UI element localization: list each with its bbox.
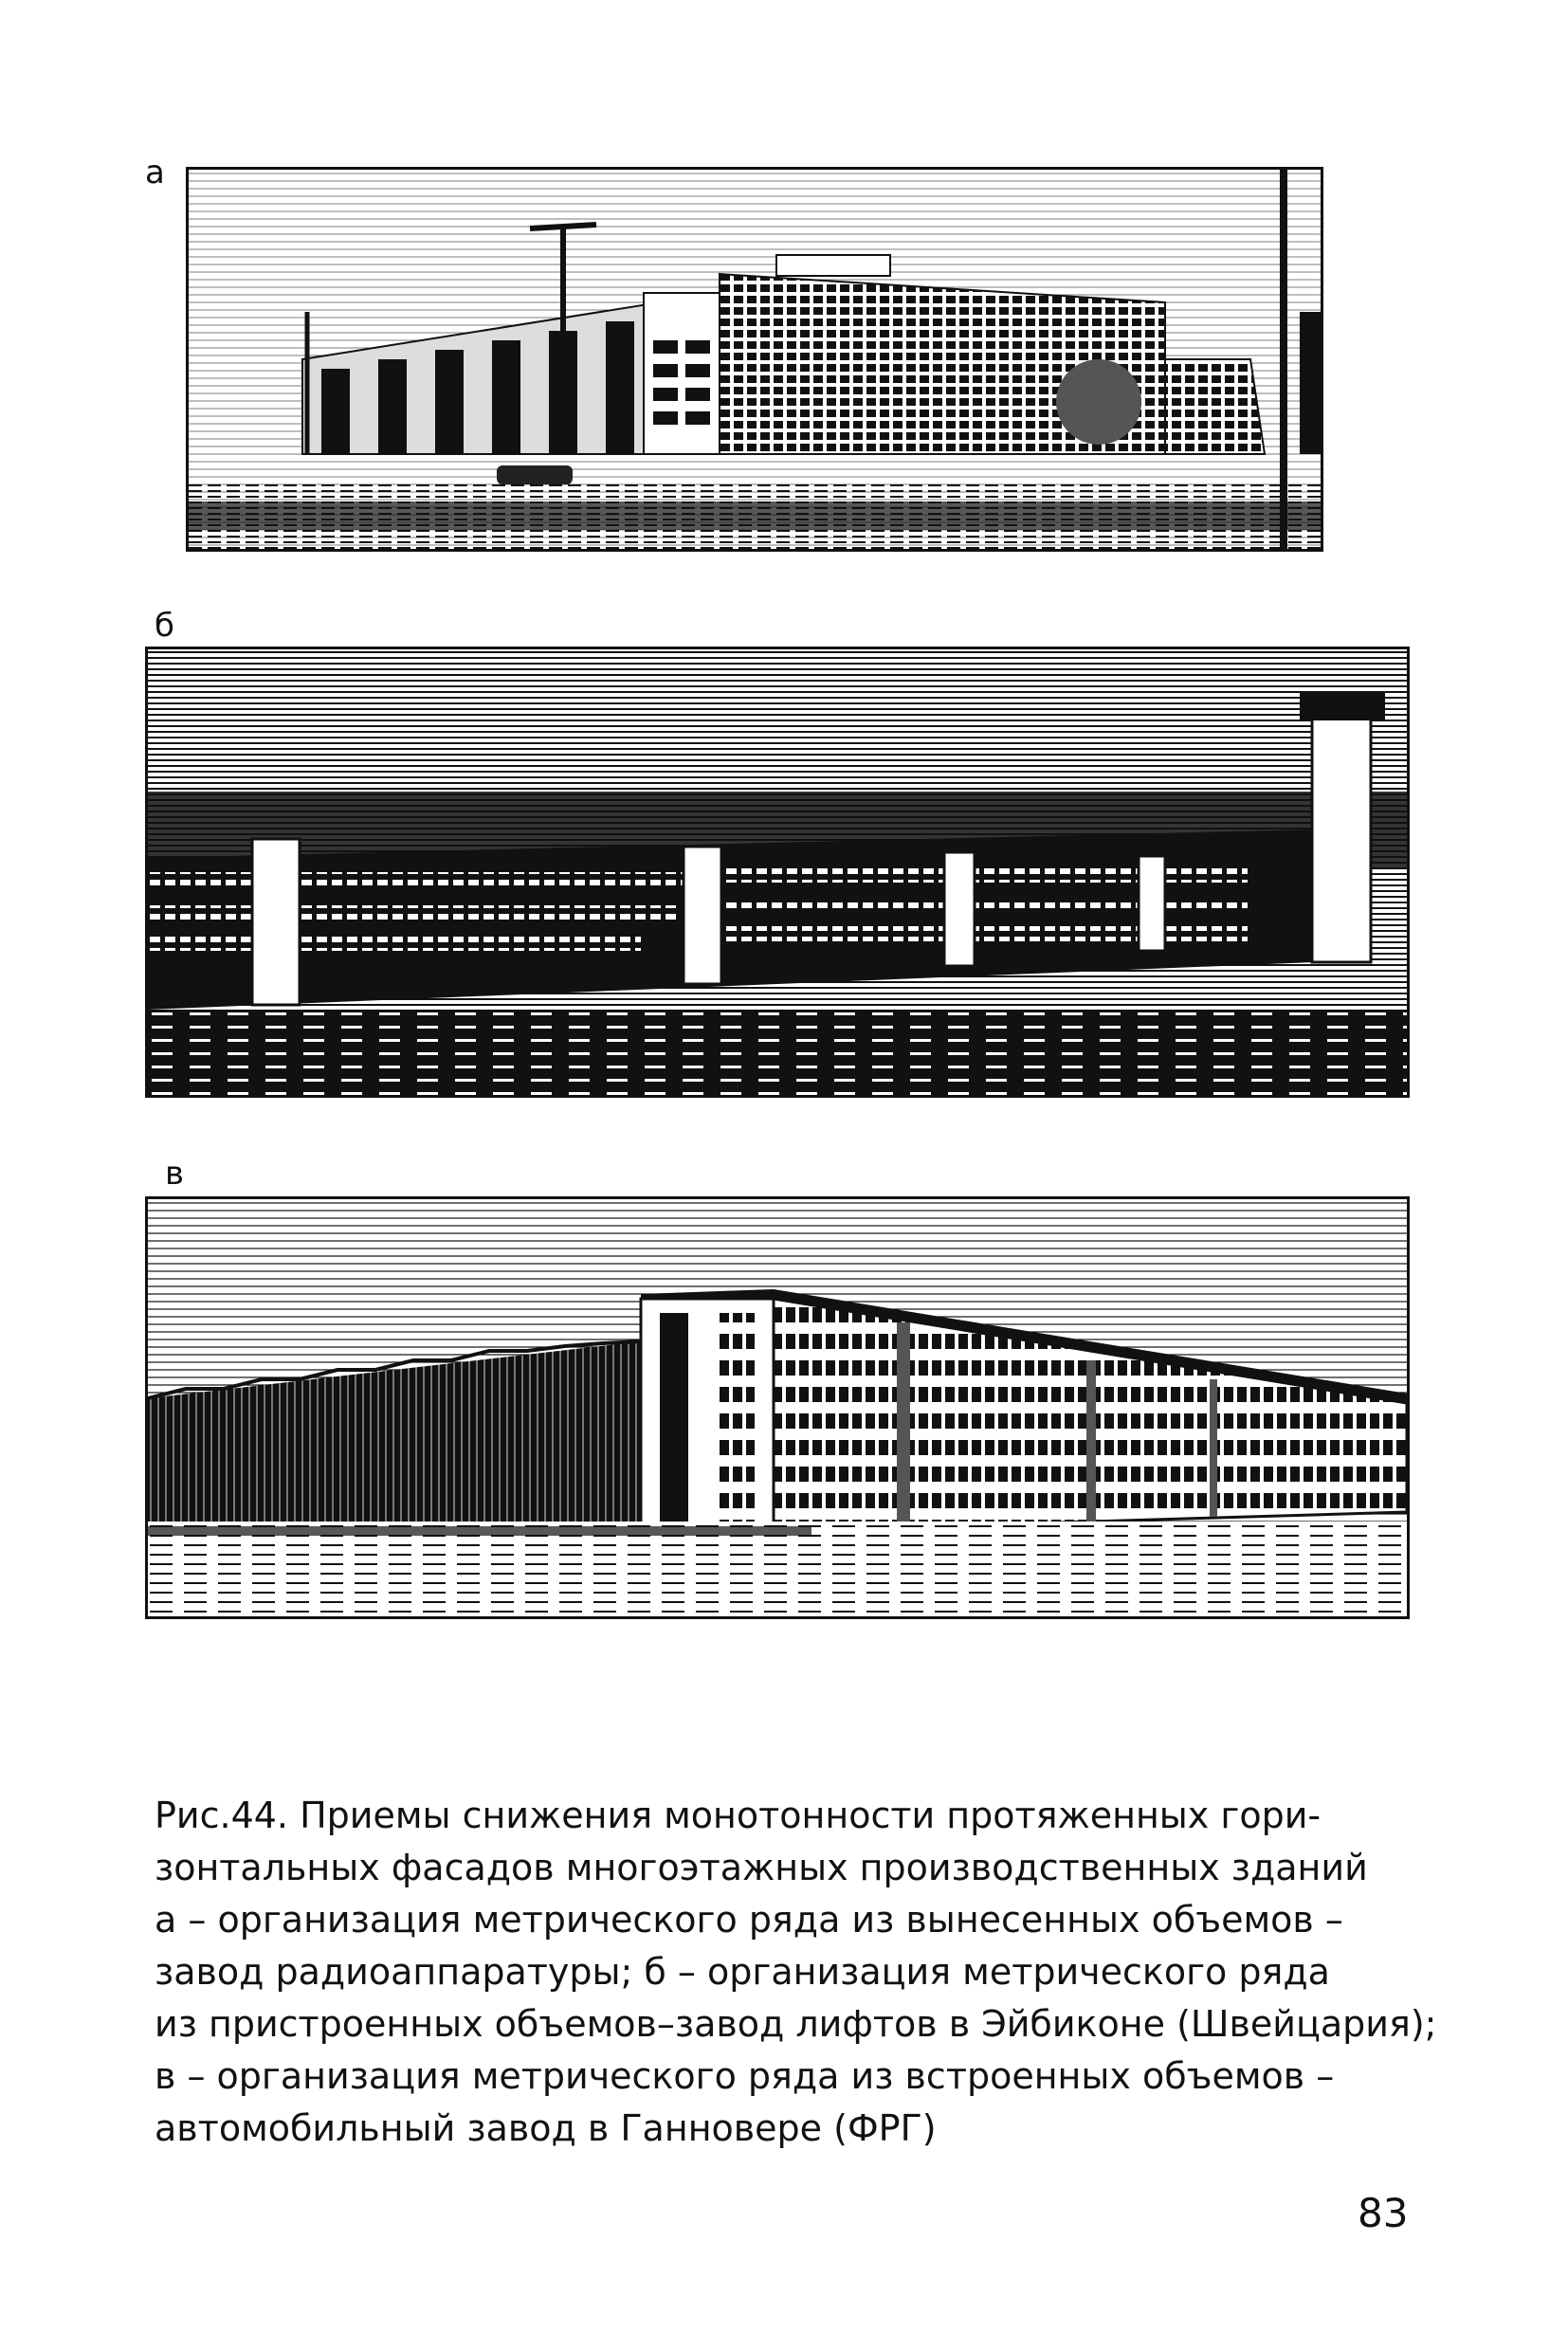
figure-v-car-factory	[145, 1196, 1410, 1619]
figure-label-v: в	[165, 1155, 185, 1193]
illustration-b	[148, 649, 1407, 1095]
figure-label-b: б	[155, 607, 174, 645]
caption-line: а – организация метрического ряда из вынесенных объемов –	[155, 1899, 1343, 1941]
caption-line: из пристроенных объемов–завод лифтов в Эйбиконе (Швейцария);	[155, 2003, 1437, 2045]
caption-line: автомобильный завод в Ганновере (ФРГ)	[155, 2107, 937, 2149]
caption-line: в – организация метрического ряда из встроенных объемов –	[155, 2055, 1335, 2097]
illustration-v	[148, 1199, 1407, 1616]
page-number: 83	[1358, 2190, 1409, 2236]
illustration-a	[189, 170, 1321, 549]
caption-line: зонтальных фасадов многоэтажных производственных зданий	[155, 1847, 1368, 1888]
caption-line: Рис.44. Приемы снижения монотонности протяженных гори-	[155, 1795, 1322, 1836]
figure-a-radio-factory	[186, 167, 1323, 552]
figure-label-a: а	[145, 154, 165, 191]
figure-b-elevator-factory	[145, 647, 1410, 1098]
caption-line: завод радиоаппаратуры; б – организация метрического ряда	[155, 1951, 1330, 1993]
figure-caption	[155, 1790, 1463, 2155]
